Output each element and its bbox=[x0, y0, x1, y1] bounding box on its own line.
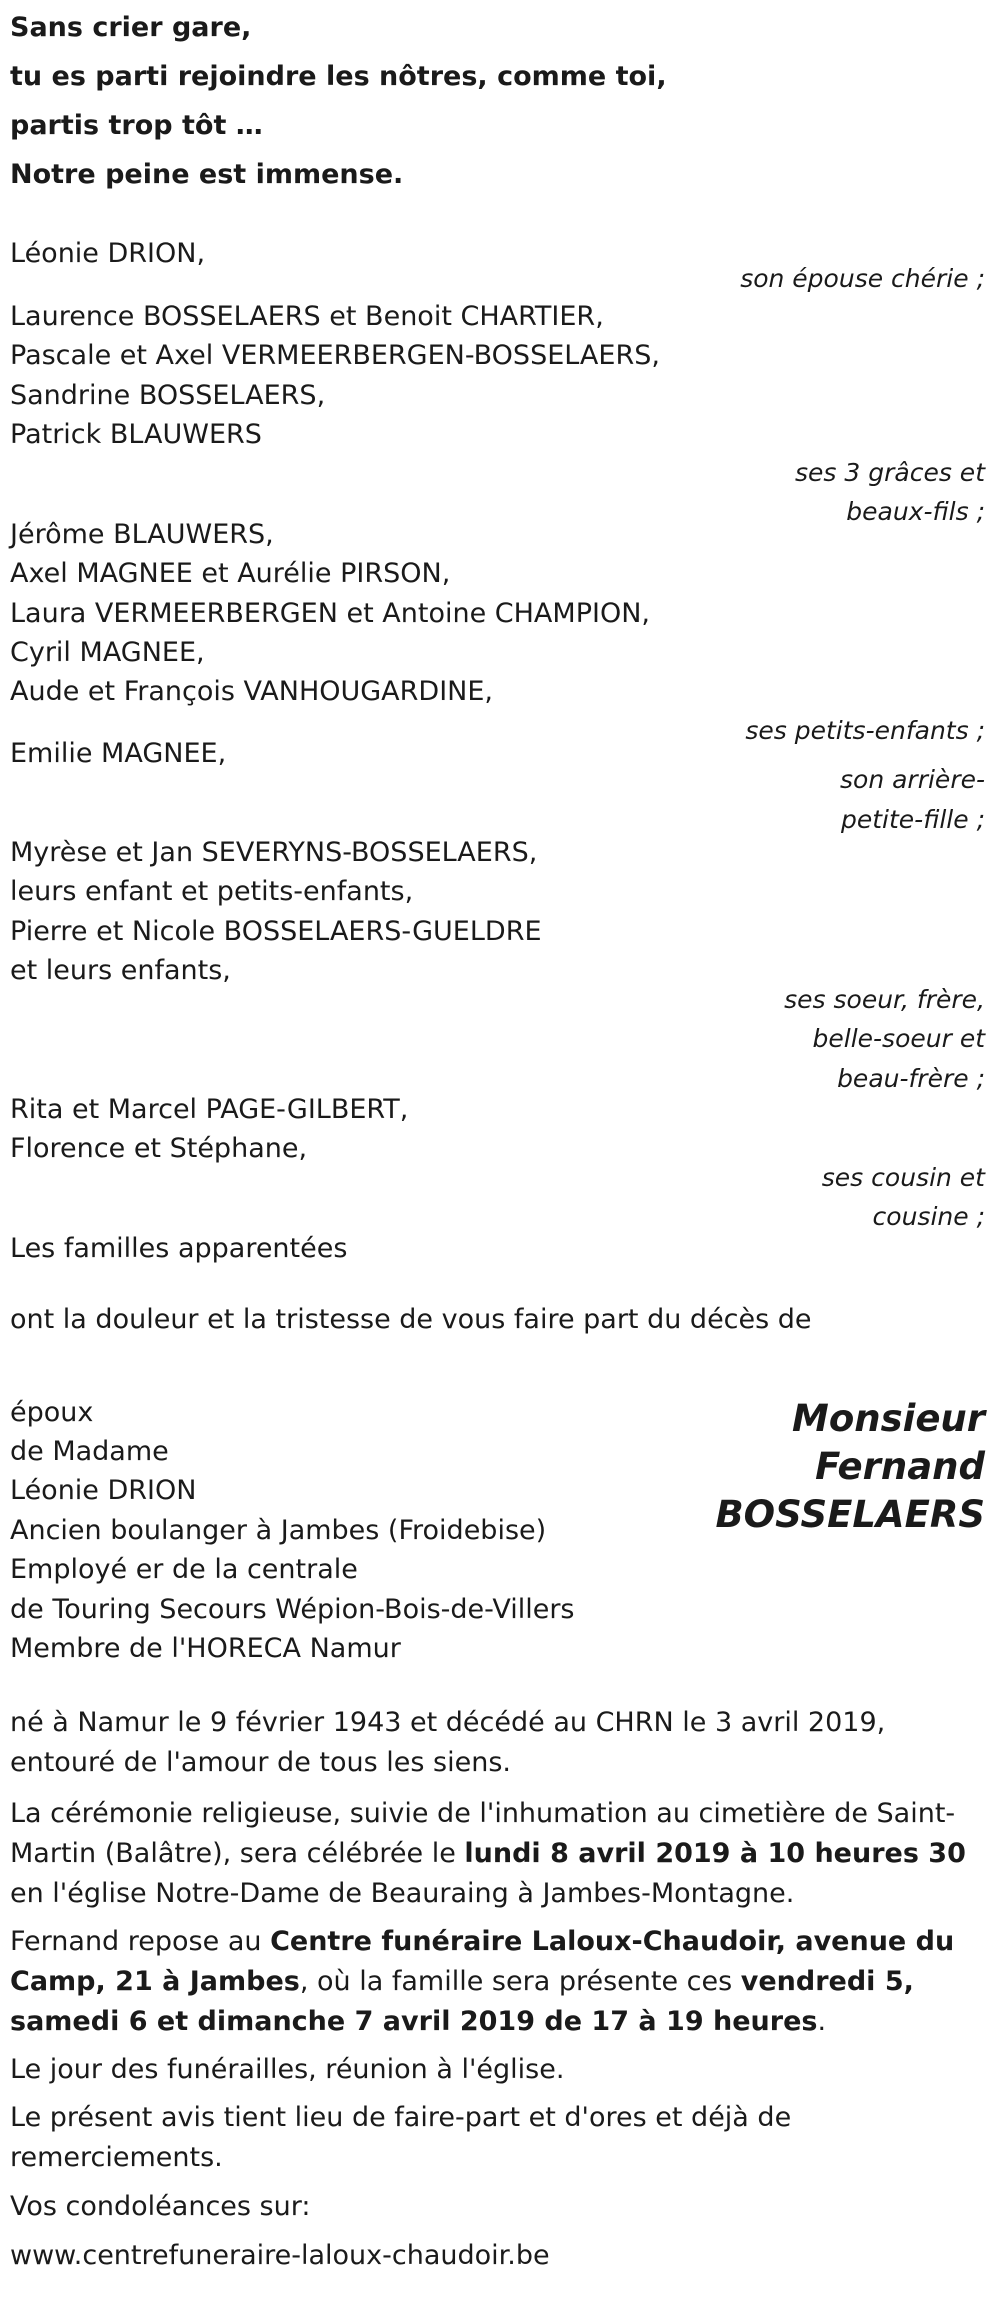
grandchildren-name: Cyril MAGNEE, bbox=[10, 637, 205, 668]
deceased-detail: Membre de l'HORECA Namur bbox=[10, 1633, 401, 1664]
deceased-name-line: Fernand bbox=[815, 1445, 985, 1488]
grandchildren-name: Axel MAGNEE et Aurélie PIRSON, bbox=[10, 558, 451, 589]
intro-line: Notre peine est immense. bbox=[10, 159, 404, 190]
children-name: Sandrine BOSSELAERS, bbox=[10, 380, 326, 411]
deceased-detail: de Touring Secours Wépion-Bois-de-Villers bbox=[10, 1594, 575, 1625]
spouse-relation: son épouse chérie ; bbox=[740, 264, 985, 293]
siblings-relation: belle-soeur et bbox=[812, 1024, 985, 1053]
ceremony-date: lundi 8 avril 2019 à 10 heures 30 bbox=[464, 1838, 966, 1869]
deceased-detail: époux bbox=[10, 1397, 94, 1428]
condolences-label: Vos condoléances sur: bbox=[10, 2191, 311, 2222]
cousins-name: Florence et Stéphane, bbox=[10, 1133, 308, 1164]
children-name: Patrick BLAUWERS bbox=[10, 419, 262, 450]
great-grandchild-relation: petite-fille ; bbox=[841, 805, 985, 834]
deceased-detail: Léonie DRION bbox=[10, 1475, 197, 1506]
grandchildren-name: Aude et François VANHOUGARDINE, bbox=[10, 676, 494, 707]
cousins-relation: ses cousin et bbox=[821, 1163, 985, 1192]
website-link[interactable]: www.centrefuneraire-laloux-chaudoir.be bbox=[10, 2240, 550, 2271]
siblings-relation: ses soeur, frère, bbox=[784, 985, 985, 1014]
deceased-name-line: Monsieur bbox=[792, 1397, 985, 1440]
cousins-relation: cousine ; bbox=[872, 1202, 985, 1231]
siblings-name: et leurs enfants, bbox=[10, 955, 231, 986]
grandchildren-name: Jérôme BLAUWERS, bbox=[10, 519, 274, 550]
siblings-name: Myrèse et Jan SEVERYNS-BOSSELAERS, bbox=[10, 837, 538, 868]
deceased-detail: Employé er de la centrale bbox=[10, 1554, 358, 1585]
children-relation: ses 3 grâces et bbox=[795, 458, 985, 487]
siblings-name: Pierre et Nicole BOSSELAERS-GUELDRE bbox=[10, 916, 542, 947]
ceremony-paragraph bbox=[10, 1794, 985, 1914]
repose-text: , où la famille sera présente ces bbox=[299, 1966, 741, 1997]
grandchildren-relation: ses petits-enfants ; bbox=[745, 716, 985, 745]
siblings-name: leurs enfant et petits-enfants, bbox=[10, 876, 414, 907]
repose-paragraph bbox=[10, 1922, 985, 2042]
birth-death-paragraph: né à Namur le 9 février 1943 et décédé au CHRN le 3 avril 2019, entouré de l'amour de tous les siens. bbox=[10, 1707, 886, 1778]
related-families: Les familles apparentées bbox=[10, 1233, 348, 1264]
great-grandchild-relation: son arrière- bbox=[840, 765, 985, 794]
notice-paragraph: Le présent avis tient lieu de faire-part et d'ores et déjà de remerciements. bbox=[10, 2102, 792, 2173]
deceased-detail: Ancien boulanger à Jambes (Froidebise) bbox=[10, 1515, 547, 1546]
repose-text: Fernand repose au bbox=[10, 1926, 271, 1957]
children-relation: beaux-fils ; bbox=[846, 497, 985, 526]
announcement: ont la douleur et la tristesse de vous faire part du décès de bbox=[10, 1304, 812, 1335]
intro-line: Sans crier gare, bbox=[10, 12, 252, 43]
great-grandchild-name: Emilie MAGNEE, bbox=[10, 738, 227, 769]
repose-dates: vendredi 5, samedi 6 et dimanche 7 avril 2019 de 17 à 19 heures bbox=[10, 1966, 914, 2037]
deceased-detail: de Madame bbox=[10, 1436, 169, 1467]
spouse-name: Léonie DRION, bbox=[10, 238, 206, 269]
repose-place: Centre funéraire Laloux-Chaudoir, avenue du Camp, 21 à Jambes bbox=[10, 1926, 955, 1997]
funeral-day: Le jour des funérailles, réunion à l'église. bbox=[10, 2054, 565, 2085]
ceremony-text: en l'église Notre-Dame de Beauraing à Jambes-Montagne. bbox=[10, 1878, 795, 1909]
cousins-name: Rita et Marcel PAGE-GILBERT, bbox=[10, 1094, 409, 1125]
siblings-relation: beau-frère ; bbox=[837, 1064, 985, 1093]
intro-line: partis trop tôt … bbox=[10, 110, 263, 141]
obituary-notice bbox=[10, 0, 985, 2320]
intro-line: tu es parti rejoindre les nôtres, comme toi, bbox=[10, 61, 667, 92]
children-name: Pascale et Axel VERMEERBERGEN-BOSSELAERS, bbox=[10, 340, 660, 371]
grandchildren-name: Laura VERMEERBERGEN et Antoine CHAMPION, bbox=[10, 598, 650, 629]
children-name: Laurence BOSSELAERS et Benoit CHARTIER, bbox=[10, 301, 604, 332]
deceased-name-line: BOSSELAERS bbox=[715, 1493, 985, 1536]
repose-text: . bbox=[817, 2006, 827, 2037]
ceremony-text: La cérémonie religieuse, suivie de l'inhumation au cimetière de Saint-Martin (Balâtre), sera célébrée le bbox=[10, 1798, 956, 1869]
